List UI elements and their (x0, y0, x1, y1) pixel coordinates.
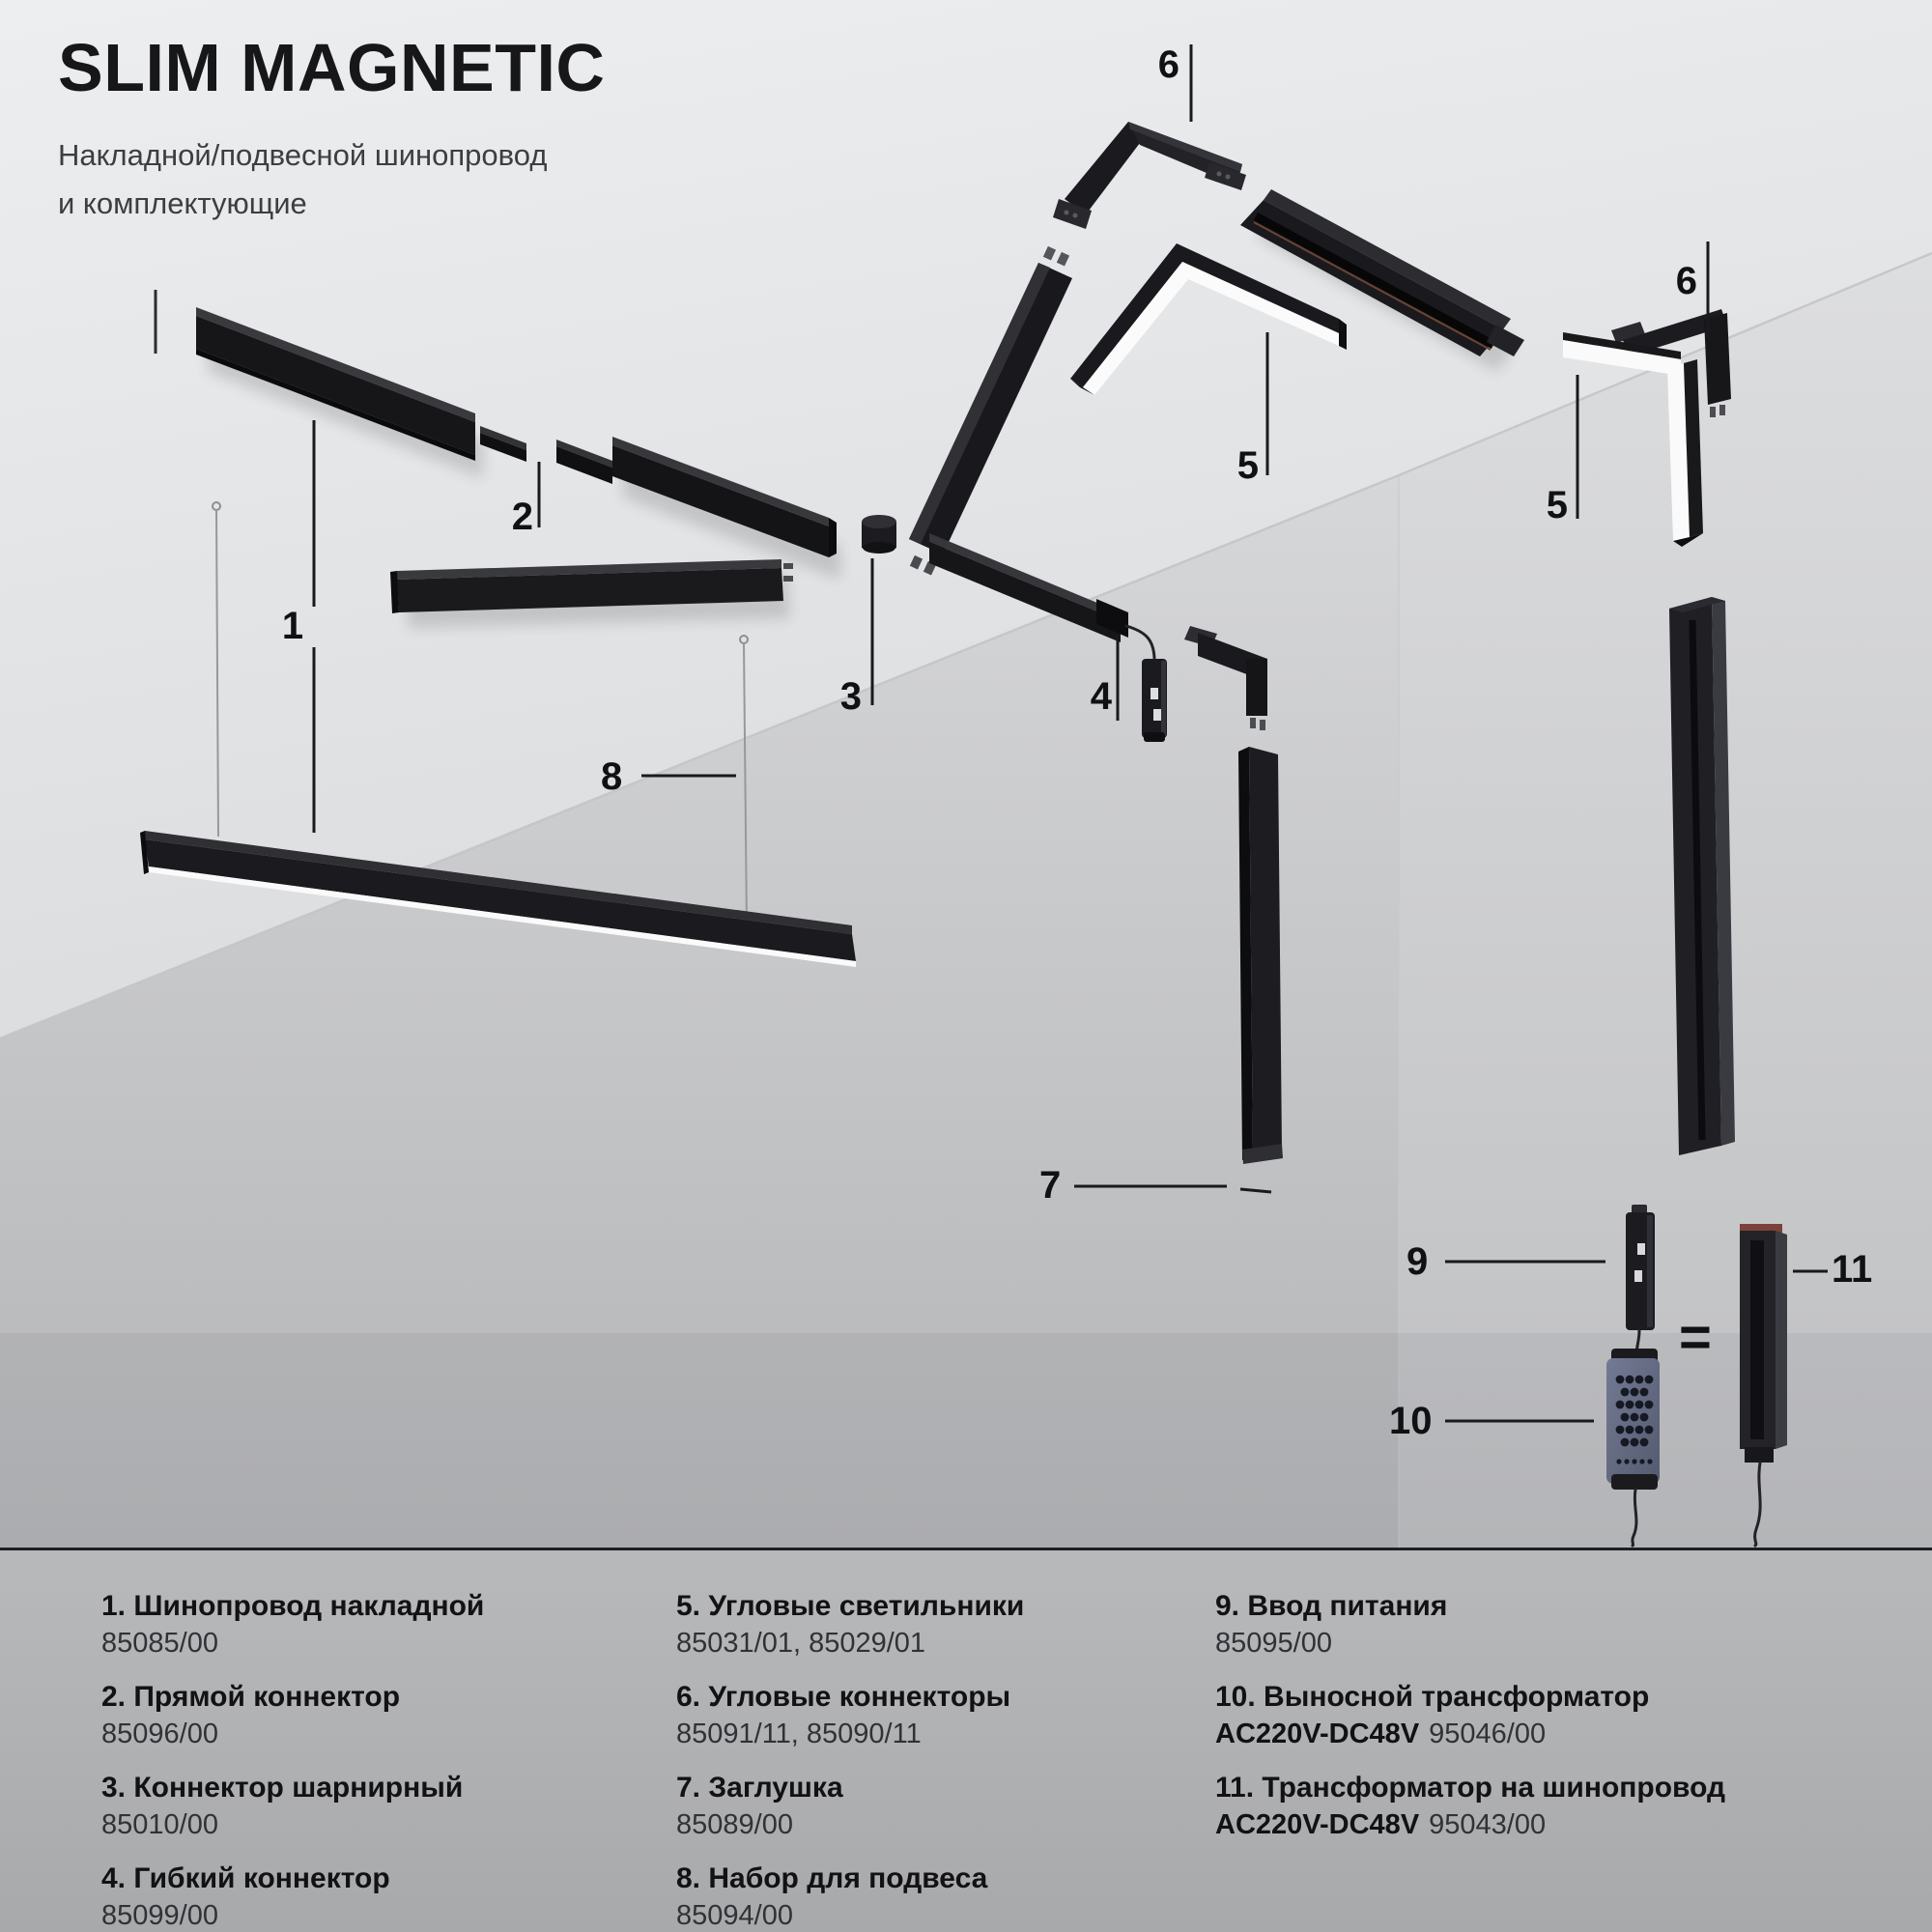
callout-number-6: 6 (1157, 43, 1179, 86)
legend-item-7 (676, 1771, 1188, 1841)
trafo-cap-bottom (1611, 1474, 1658, 1490)
legend-item-9 (1215, 1589, 1891, 1660)
wall-track-right (1669, 597, 1735, 1155)
hinge-connector (862, 515, 896, 554)
legend-column-3 (1215, 1589, 1891, 1861)
legend-item-title: 6. Угловые коннекторы (676, 1681, 1011, 1713)
legend-item-code: 85096/00 (101, 1719, 218, 1749)
legend-item-title: 3. Коннектор шарнирный (101, 1772, 464, 1804)
legend-item-title: 8. Набор для подвеса (676, 1862, 988, 1894)
callout-number-4: 4 (1090, 675, 1112, 718)
equals-sign: = (1679, 1306, 1712, 1369)
callout-number-7: 7 (1039, 1164, 1062, 1207)
plate-pin (1073, 213, 1078, 218)
legend-item-title: 1. Шинопровод накладной (101, 1590, 485, 1622)
legend-item-voltage: AC220V-DC48V (1215, 1809, 1420, 1840)
plate-pin (1217, 172, 1222, 177)
parts-legend (0, 1548, 1932, 1932)
legend-item-title: 2. Прямой коннектор (101, 1681, 401, 1713)
flex-bar-highlight (1161, 661, 1166, 736)
legend-item-code: 85010/00 (101, 1809, 218, 1840)
legend-item-title: 4. Гибкий коннектор (101, 1862, 390, 1894)
callout-number-1: 1 (281, 605, 304, 647)
callout-number-8: 8 (601, 755, 623, 798)
callout-number-2: 2 (511, 496, 533, 538)
legend-item-code-value: 95043/00 (1429, 1809, 1547, 1840)
connector-pin (1710, 407, 1716, 417)
legend-item-title: 11. Трансформатор на шинопровод (1215, 1772, 1726, 1804)
callout-number-5b: 5 (1546, 484, 1568, 526)
feed-slot (1637, 1243, 1645, 1255)
legend-item-3 (101, 1771, 642, 1841)
legend-item-10 (1215, 1680, 1891, 1750)
callout-number-9: 9 (1406, 1240, 1429, 1283)
plate-pin (1226, 175, 1231, 180)
legend-item-code: 85091/11, 85090/11 (676, 1719, 922, 1749)
subtitle-line-2: и комплектующие (58, 185, 307, 220)
legend-item-code: 85094/00 (676, 1900, 793, 1931)
page-subtitle (58, 131, 605, 228)
legend-item-8 (676, 1861, 1188, 1932)
legend-item-1 (101, 1589, 642, 1660)
legend-item-11 (1215, 1771, 1891, 1841)
track-pin (783, 563, 793, 569)
connector-pin (1260, 720, 1265, 730)
legend-column-2 (676, 1589, 1188, 1932)
tt-bottom-block (1745, 1447, 1774, 1463)
connector-pin (1719, 405, 1725, 415)
legend-item-code: 85099/00 (101, 1900, 218, 1931)
track-front-face (1249, 747, 1282, 1156)
subtitle-line-1: Накладной/подвесной шинопровод (58, 137, 548, 172)
callout-number-6b: 6 (1675, 260, 1697, 302)
feed-highlight (1647, 1215, 1653, 1327)
legend-item-title: 9. Ввод питания (1215, 1590, 1448, 1622)
legend-item-2 (101, 1680, 642, 1750)
legend-item-code: 85085/00 (101, 1628, 218, 1659)
callout-number-3: 3 (839, 675, 862, 718)
wall-track-center (1238, 747, 1283, 1164)
connector-pin (1250, 718, 1256, 728)
tt-side-face (1776, 1231, 1787, 1449)
flex-bar-slot (1153, 709, 1161, 721)
legend-item-code: 85089/00 (676, 1809, 793, 1840)
legend-item-code: 85031/01, 85029/01 (676, 1628, 926, 1659)
callout-number-10: 10 (1389, 1400, 1433, 1442)
track-end-face (829, 518, 837, 557)
legend-item-6 (676, 1680, 1188, 1750)
tt-slot (1750, 1240, 1764, 1439)
page-title: SLIM MAGNETIC (58, 30, 606, 105)
legend-item-5 (676, 1589, 1188, 1660)
plate-pin (1065, 211, 1069, 215)
flex-bar-slot (1151, 688, 1158, 699)
track-pin (783, 576, 793, 582)
callout-number-11: 11 (1832, 1248, 1873, 1291)
callout-number-5: 5 (1236, 444, 1259, 487)
legend-item-voltage: AC220V-DC48V (1215, 1719, 1420, 1749)
flex-bar-endcap (1144, 732, 1165, 742)
header (58, 30, 606, 228)
connector-arm (1246, 659, 1267, 716)
legend-item-title: 5. Угловые светильники (676, 1590, 1025, 1622)
hinge-top (862, 515, 896, 528)
legend-item-code (1215, 1808, 1891, 1841)
legend-item-code-value: 95046/00 (1429, 1719, 1547, 1749)
legend-item-code (1215, 1718, 1891, 1750)
legend-item-title: 10. Выносной трансформатор (1215, 1681, 1650, 1713)
hinge-bottom-shade (863, 542, 895, 554)
legend-item-4 (101, 1861, 642, 1932)
legend-column-1 (101, 1589, 642, 1932)
legend-item-code: 85095/00 (1215, 1628, 1332, 1659)
legend-item-title: 7. Заглушка (676, 1772, 843, 1804)
feed-slot (1634, 1270, 1642, 1282)
